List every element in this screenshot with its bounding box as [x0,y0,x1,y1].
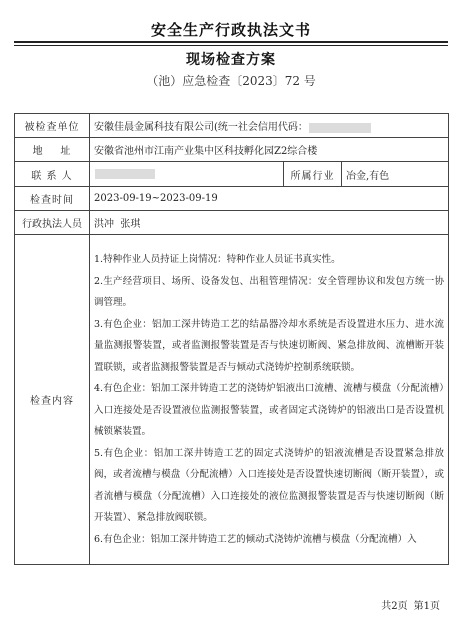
address-value: 安徽省池州市江南产业集中区科技孵化园Z2综合楼 [90,138,449,162]
content-item-4: 4.有色企业：铝加工深井铸造工艺的浇铸炉铝液出口流槽、流槽与模盘（分配流槽）入口连接处是否设置液位监测报警装置，或者固定式浇铸炉的铝液出口是否设置机械锁紧装置。 [94,383,445,437]
current-page: 第1页 [413,601,440,612]
document-subtitle: 现场检查方案 [186,52,276,68]
title-rule-thin [14,45,448,46]
personnel-value: 洪冲 张琪 [90,211,449,235]
content-item-5: 5.有色企业：铝加工深井铸造工艺的固定式浇铸炉的铝液流槽是否设置紧急排放阀，或者流槽与模盘（分配流槽）入口连接处是否设置快速切断阀（断开装置），或者流槽与模盘（分配流槽）入口连接处的液位监测报警装置是否与快速切断阀（断开装置）、紧急排放阀联锁。 [94,447,445,523]
document-number: （池）应急检查〔2023〕72 号 [146,74,316,88]
inspection-table [14,113,449,565]
redacted-credit-code [309,123,371,133]
company-label: 被检查单位 [15,114,90,138]
row-contact [15,162,449,187]
content-item-2: 2.生产经营项目、场所、设备发包、出租管理情况：安全管理协议和发包方统一协调管理。 [94,275,445,308]
personnel-label: 行政执法人员 [15,211,90,235]
row-company [15,114,449,138]
total-pages: 共2页 [381,601,408,612]
content-item-3: 3.有色企业：铝加工深井铸造工艺的结晶器冷却水系统是否设置进水压力、进水流量监测报警装置，或者监测报警装置是否与快速切断阀、紧急排放阀、流槽断开装置联锁，或者监测报警装置是否与倾动式浇铸炉控制系统联锁。 [94,318,445,373]
contact-value [90,162,284,187]
time-value: 2023-09-19~2023-09-19 [90,187,449,211]
time-label: 检查时间 [15,187,90,211]
address-label: 地 址 [15,138,90,162]
industry-value: 冶金,有色 [342,162,449,187]
content-cell [90,235,449,565]
industry-label: 所属行业 [284,162,342,187]
contact-label: 联 系 人 [15,162,90,187]
redacted-contact [95,169,155,179]
company-value: 安徽佳晨金属科技有限公司(统一社会信用代码： [94,122,308,133]
company-cell [90,114,449,138]
content-item-6: 6.有色企业：铝加工深井铸造工艺的倾动式浇铸炉流槽与模盘（分配流槽）入 [94,533,417,545]
document-title: 安全生产行政执法文书 [150,21,311,39]
title-rule-thick [14,41,448,43]
row-time [15,187,449,211]
page-footer [375,597,440,612]
row-personnel [15,211,449,235]
row-content [15,235,449,565]
row-address [15,138,449,162]
content-item-1: 1.特种作业人员持证上岗情况：特种作业人员证书真实性。 [94,254,341,265]
content-label: 检查内容 [15,235,90,565]
